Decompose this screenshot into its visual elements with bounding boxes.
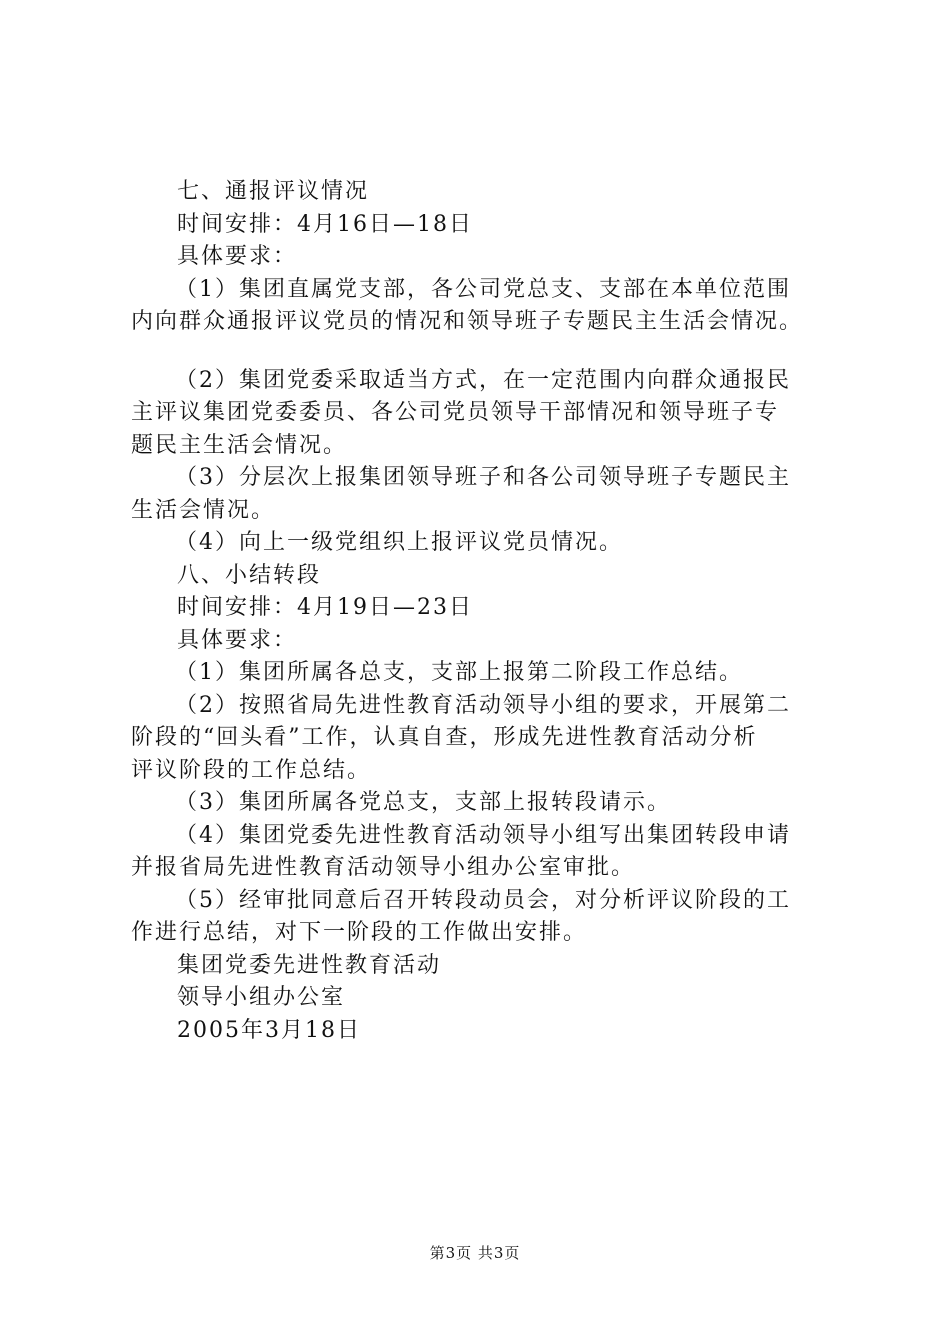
paragraph-line: （2）集团党委采取适当方式，在一定范围内向群众通报民 [175, 367, 791, 393]
paragraph-gap [131, 339, 843, 365]
paragraph-line: （4）向上一级党组织上报评议党员情况。 [175, 530, 623, 555]
paragraph-line: （1）集团直属党支部，各公司党总支、支部在本单位范围 [175, 276, 791, 302]
requirements-label: 具体要求： [177, 244, 298, 269]
paragraph-line: （2）按照省局先进性教育活动领导小组的要求，开展第二 [175, 692, 791, 718]
document-body [131, 176, 843, 1047]
signature-organization: 集团党委先进性教育活动 [177, 952, 442, 978]
schedule-line: 时间安排：4月19日—23日 [177, 595, 473, 620]
paragraph-line: 主评议集团党委委员、各公司党员领导干部情况和领导班子专 [131, 400, 780, 425]
page-number-footer: 第3页 共3页 [429, 1244, 521, 1262]
signature-date: 2005年3月18日 [177, 1017, 361, 1043]
paragraph-line: （5）经审批同意后召开转段动员会，对分析评议阶段的工 [175, 887, 791, 913]
paragraph-line: 作进行总结，对下一阶段的工作做出安排。 [131, 920, 588, 945]
paragraph-line: （3）集团所属各党总支，支部上报转段请示。 [175, 790, 671, 815]
requirements-label: 具体要求： [177, 627, 298, 653]
section-heading: 七、通报评议情况 [177, 179, 370, 204]
paragraph-line: （1）集团所属各总支，支部上报第二阶段工作总结。 [175, 660, 743, 685]
signature-office: 领导小组办公室 [177, 985, 346, 1010]
paragraph-line: （3）分层次上报集团领导班子和各公司领导班子专题民主 [175, 465, 791, 490]
section-heading: 八、小结转段 [177, 562, 322, 588]
paragraph-line: 并报省局先进性教育活动领导小组办公室审批。 [131, 855, 636, 880]
paragraph-line: 生活会情况。 [131, 497, 276, 523]
paragraph-line: 内向群众通报评议党员的情况和领导班子专题民主生活会情况。 [131, 309, 804, 334]
paragraph-line: 题民主生活会情况。 [131, 432, 348, 458]
paragraph-line: 评议阶段的工作总结。 [131, 757, 372, 783]
schedule-line: 时间安排：4月16日—18日 [177, 211, 473, 237]
paragraph-line: （4）集团党委先进性教育活动领导小组写出集团转段申请 [175, 822, 791, 848]
paragraph-line: 阶段的“回头看”工作，认真自查，形成先进性教育活动分析 [131, 725, 758, 750]
